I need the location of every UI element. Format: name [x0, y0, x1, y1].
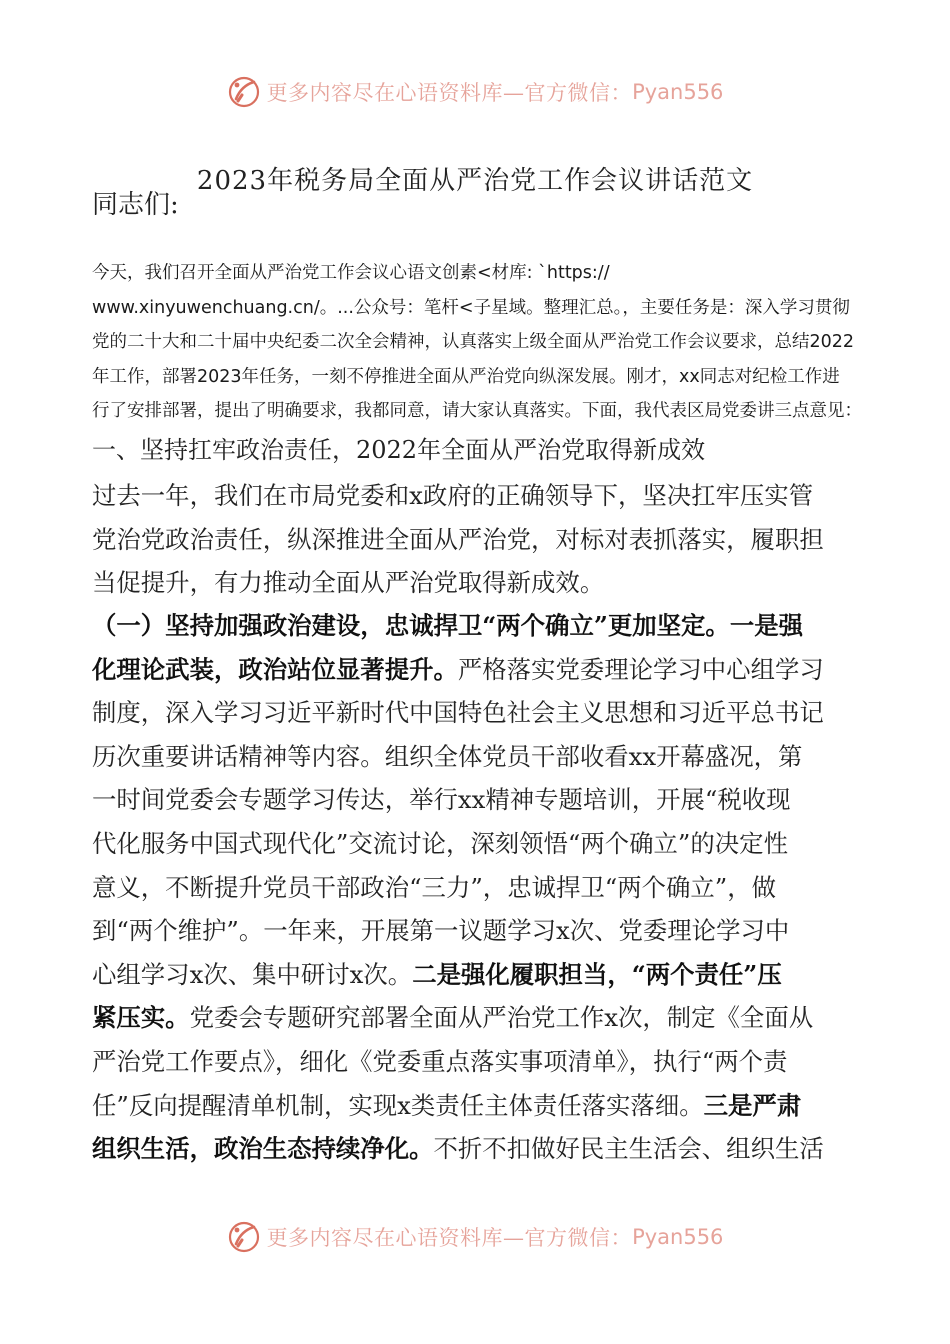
footer-watermark: [0, 1217, 950, 1257]
paragraph-line: 当促提升，有力推动全面从严治党取得新成效。: [92, 568, 605, 598]
intro-line: 行了安排部署，提出了明确要求，我都同意，请大家认真落实。下面，我代表区局党委讲三点意见：: [92, 401, 862, 421]
bold-heading-text: 三是严肃: [703, 1090, 802, 1120]
bold-heading-text: （一）坚持加强政治建设，忠诚捍卫“两个确立”更加坚定。一是强: [92, 611, 803, 640]
document-title: 2023年税务局全面从严治党工作会议讲话范文: [196, 166, 754, 196]
brush-logo-icon: [227, 1220, 261, 1254]
body-paragraph: [92, 604, 862, 1171]
paragraph-line: 党治党政治责任，纵深推进全面从严治党，对标对表抓落实，履职担: [92, 524, 824, 554]
paragraph-text: 党委会专题研究部署全面从严治党工作x次，制定《全面从: [189, 1003, 814, 1033]
bold-heading-text: 紧压实。: [92, 1003, 190, 1033]
paragraph-line: 到“两个维护”。一年来，开展第一议题学习x次、党委理论学习中: [92, 916, 790, 946]
paragraph-line: [92, 604, 862, 648]
watermark-wechat-id: Pyan556: [632, 80, 724, 104]
bold-heading-text: 化理论武装，政治站位显著提升。: [92, 654, 458, 684]
bold-heading-text: 二是强化履职担当，“两个责任”压: [412, 959, 782, 989]
header-watermark: [0, 72, 950, 112]
paragraph-line: [92, 648, 862, 692]
body-paragraph: [92, 474, 862, 605]
paragraph-text: 严格落实党委理论学习中心组学习: [457, 654, 824, 684]
paragraph-line: [92, 996, 862, 1040]
paragraph-line: 严治党工作要点》，细化《党委重点落实事项清单》，执行“两个责: [92, 1046, 788, 1076]
intro-line: 党的二十大和二十届中央纪委二次全会精神，认真落实上级全面从严治党工作会议要求，总结2022: [92, 332, 855, 352]
paragraph-line: [92, 1084, 862, 1128]
paragraph-line: 过去一年，我们在市局党委和x政府的正确领导下，坚决扛牢压实管: [92, 481, 814, 510]
paragraph-line: [92, 953, 862, 997]
paragraph-text: 心组学习x次、集中研讨x次。: [92, 959, 413, 989]
paragraph-text: 不折不扣做好民主生活会、组织生活: [433, 1134, 824, 1164]
paragraph-text: 任”反向提醒清单机制，实现x类责任主体责任落实落细。: [92, 1090, 704, 1120]
paragraph-line: [92, 1127, 862, 1171]
watermark-wechat-id: Pyan556: [632, 1225, 724, 1249]
intro-line: www.xinyuwenchuang.cn/。...公众号：笔杆<子星域。整理汇总。，主要任务是：深入学习贯彻: [92, 297, 850, 318]
watermark-text: 更多内容尽在心语资料库—官方微信：: [266, 81, 633, 105]
paragraph-line: 历次重要讲话精神等内容。组织全体党员干部收看xx开幕盛况，第: [92, 741, 803, 771]
paragraph-line: 意义，不断提升党员干部政治“三力”，忠诚捍卫“两个确立”，做: [92, 872, 777, 902]
intro-line: 年工作，部署2023年任务，一刻不停推进全面从严治党向纵深发展。刚才，xx同志对纪检工作进: [92, 366, 840, 387]
watermark-text: 更多内容尽在心语资料库—官方微信：: [266, 1226, 633, 1250]
bold-heading-text: 组织生活，政治生态持续净化。: [92, 1134, 434, 1164]
paragraph-line: 一时间党委会专题学习传达，举行xx精神专题培训，开展“税收现: [92, 785, 791, 815]
salutation: 同志们:: [92, 190, 179, 220]
paragraph-line: 代化服务中国式现代化”交流讨论，深刻领悟“两个确立”的决定性: [92, 828, 788, 858]
section-heading: 一、坚持扛牢政治责任，2022年全面从严治党取得新成效: [92, 436, 706, 464]
brush-logo-icon: [227, 75, 261, 109]
intro-paragraph: [92, 256, 860, 429]
paragraph-line: 制度，深入学习习近平新时代中国特色社会主义思想和习近平总书记: [92, 698, 824, 728]
intro-line: 今天，我们召开全面从严治党工作会议心语文创素<材库: `https://: [92, 263, 610, 283]
